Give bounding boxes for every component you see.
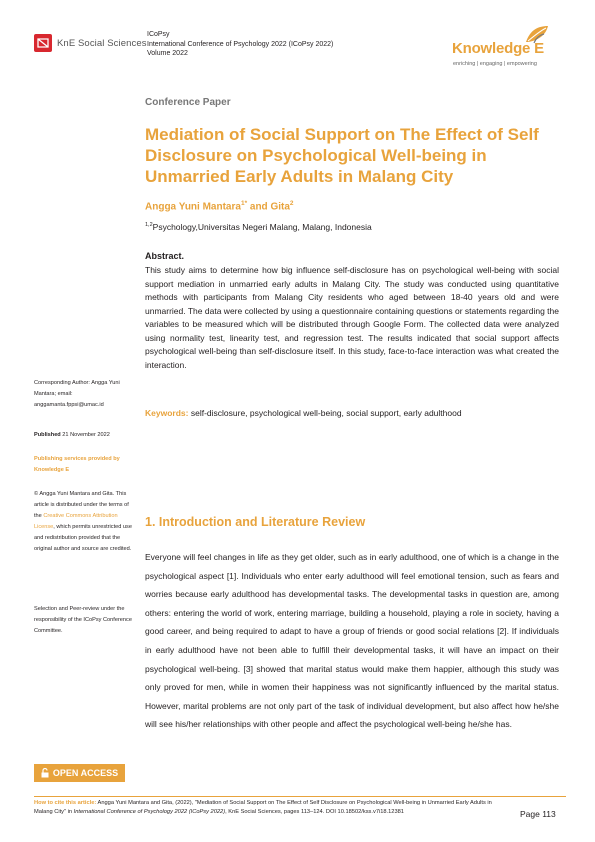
lock-open-icon xyxy=(41,768,49,778)
footer-divider xyxy=(34,796,566,797)
keywords-label: Keywords: xyxy=(145,408,189,418)
copyright-notice xyxy=(34,489,134,555)
open-access-label: OPEN ACCESS xyxy=(52,768,119,778)
brand-word: Knowledge E xyxy=(452,40,544,57)
license-link[interactable]: Creative Commons Attribution License xyxy=(34,513,118,530)
abstract-text: This study aims to determine how big influence self-disclosure has on psychological well-being with social support mediation in unmarried early adults in Malang City. The study was conducted using quantitative methods with participants from Malang City residents who aged between 18-40 years old and were unmarried. The data were collected by using a questionnaire containing questions or statements regarding the variables to be measured which will be distributed through Google Form. The collected data were analyzed using normality test, linearity test, and regression test. The results indicated that social support affects psychological well-being than self-disclosure itself. In this study, face-to-face interaction was what created the interaction. xyxy=(145,265,559,370)
section-heading: 1. Introduction and Literature Review xyxy=(145,515,366,529)
published-date: 21 November 2022 xyxy=(62,432,110,438)
citation-label: How to cite this article: xyxy=(34,800,97,806)
citation-tail: , KnE Social Sciences, pages 113–124. DOI 10.18502/kss.v7i18.12381 xyxy=(225,809,404,815)
kne-logo-icon xyxy=(34,34,52,52)
citation-text: Angga Yuni Mantara and Gita, (2022), "Mediation of Social Support on The Effect of Self Disclosure on Psychological Well-being in Unmarried Early Adults in Malang City" in xyxy=(34,800,492,815)
journal-short: ICoPsy xyxy=(147,31,170,38)
copyright-text-end: , which permits unrestricted use and redistribution provided that the original author and source are credited. xyxy=(34,524,132,552)
open-access-badge xyxy=(34,764,125,782)
publisher-logo xyxy=(34,34,147,52)
publisher-logo-text: KnE Social Sciences xyxy=(57,37,147,49)
citation-venue: International Conference of Psychology 2022 (ICoPsy 2022) xyxy=(73,809,226,815)
published-label: Published xyxy=(34,432,61,438)
journal-info xyxy=(147,30,333,59)
section-body: Everyone will feel changes in life as they get older, such as in early adulthood, one of which is a change in the psychological aspect [1]. Individuals who enter early adulthood will feel emotional tension, such as fears and worries because early adulthood has developmental tasks. The developmental tasks in question are, among others: entering the world of work, entering marriage, building a household, playing a role in society, having a good career, and being required to adapt to have a group of friends or good social relations [2]. If individuals in early adulthood have not been able to fulfill their developmental tasks, it will have an impact on their psychological well-being. [3] showed that marital status would make them happier, although this study was only proved for men, while in women their happiness was not significantly influenced by the marital status. However, marital problems are not only part of the task of individual development, but also affect how he/she will see his/her relationships with other people and affect the psychological well-being he/she has. xyxy=(145,552,559,730)
author-sup: 2 xyxy=(289,200,294,207)
author-sup: 1* xyxy=(240,200,248,207)
publishing-services: Publishing services provided by Knowledge E xyxy=(34,456,120,473)
page-number: Page 113 xyxy=(520,809,556,819)
author-name: Angga Yuni Mantara xyxy=(145,201,241,213)
copyright-text: Angga Yuni Mantara and Gita. This article is distributed under the terms of the xyxy=(34,491,129,519)
published-info xyxy=(34,430,134,441)
abstract-heading: Abstract. xyxy=(145,251,185,261)
keywords xyxy=(145,408,565,418)
peer-review-note: Selection and Peer-review under the responsibility of the ICoPsy Conference Committee. xyxy=(34,606,132,634)
citation xyxy=(34,799,504,817)
author-name: Gita xyxy=(270,201,290,213)
affiliation-sup: 1,2 xyxy=(145,222,153,229)
author-list xyxy=(145,200,294,212)
journal-full: International Conference of Psychology 2022 (ICoPsy 2022) xyxy=(147,40,334,48)
corresponding-author: Corresponding Author: Angga Yuni Mantara; email: anggamanta.fppsi@umac.id xyxy=(34,380,120,408)
knowledge-e-logo xyxy=(452,24,564,72)
affiliation-text: Psychology,Universitas Negeri Malang, Malang, Indonesia xyxy=(152,222,372,232)
affiliation xyxy=(145,222,372,232)
keywords-text: self-disclosure, psychological well-being, social support, early adulthood xyxy=(190,408,462,418)
brand-tagline: enriching | engaging | empowering xyxy=(453,61,537,67)
article-type: Conference Paper xyxy=(145,97,231,108)
article-title: Mediation of Social Support on The Effect of Self Disclosure on Psychological Well-being in Unmarried Early Adults in Malang City xyxy=(145,125,539,186)
author-conjunction: and xyxy=(247,201,271,213)
journal-volume: Volume 2022 xyxy=(147,50,188,57)
copyright-icon: © xyxy=(34,491,39,497)
